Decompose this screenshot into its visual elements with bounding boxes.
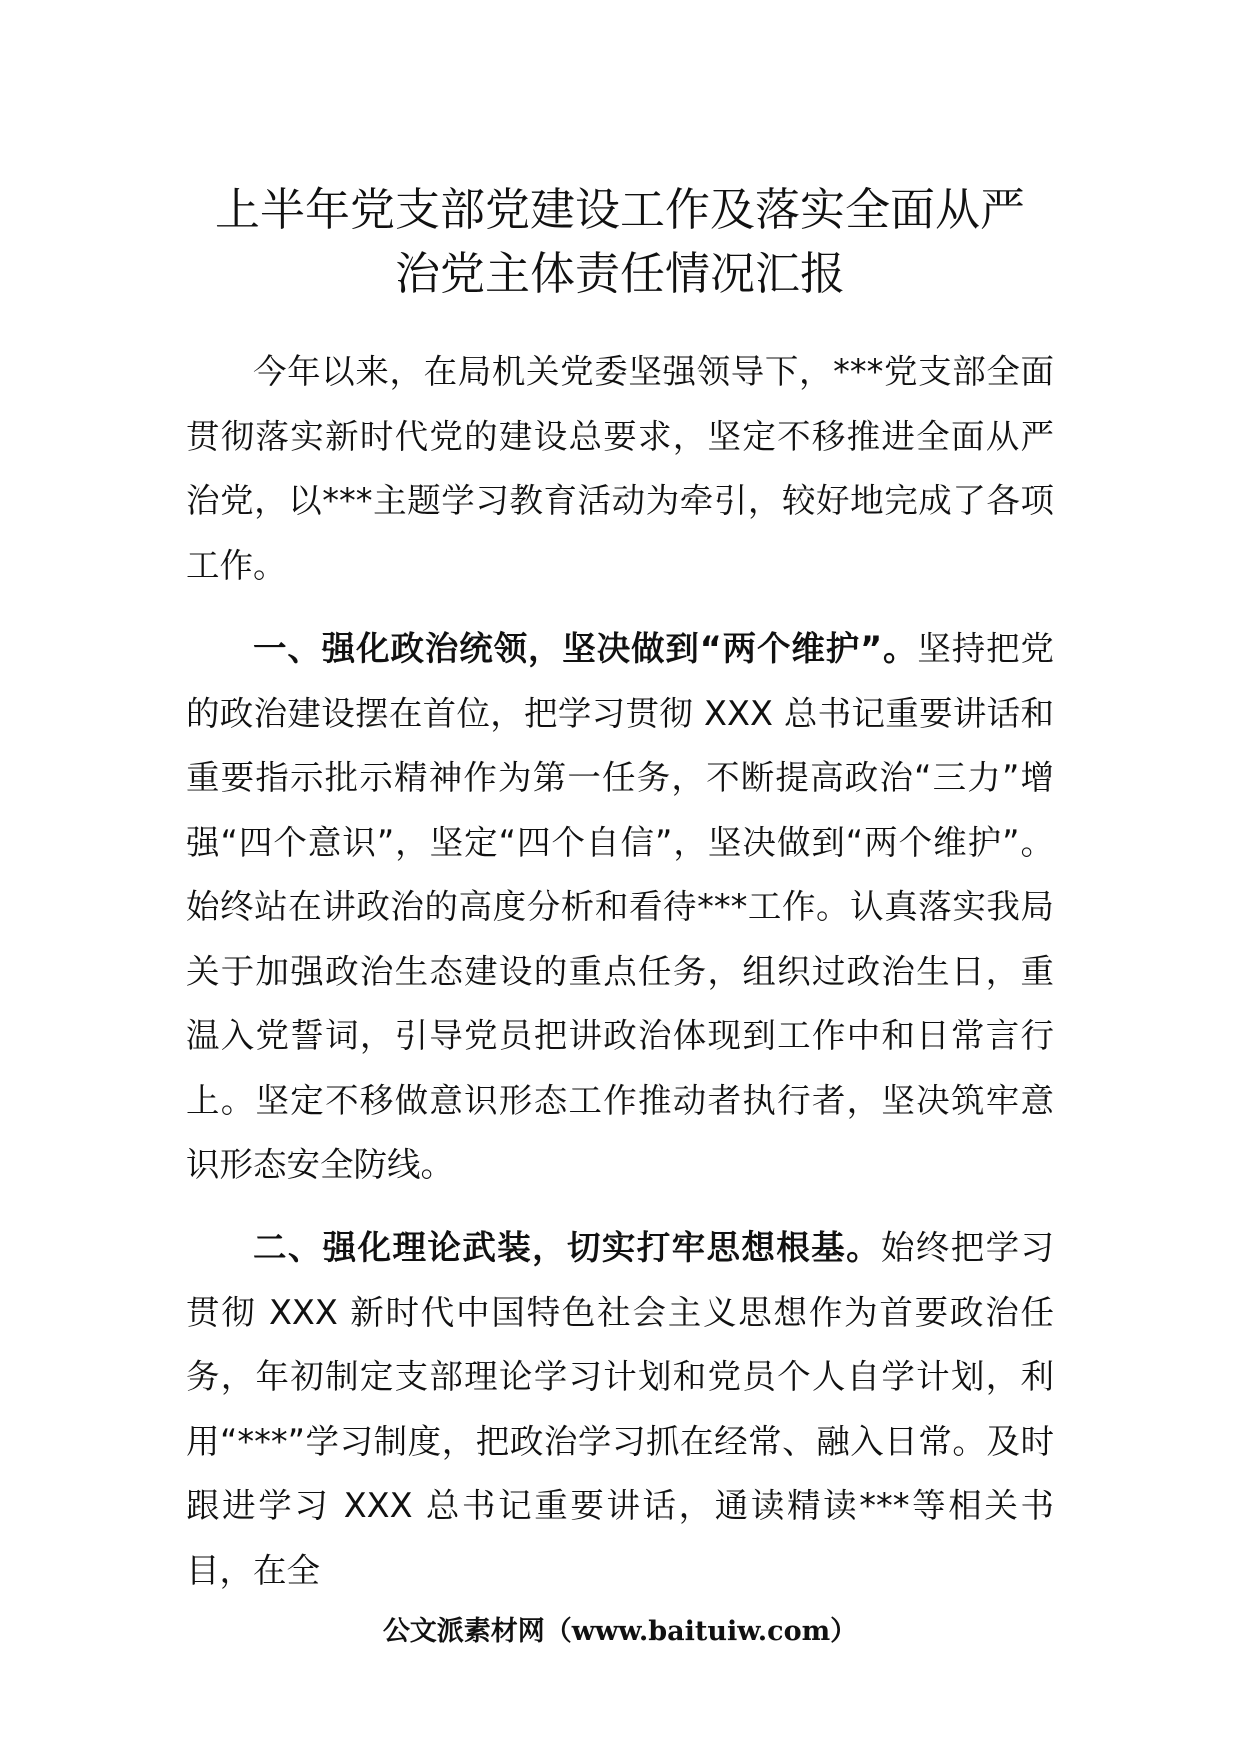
section-1-text: 坚持把党的政治建设摆在首位，把学习贯彻 XXX 总书记重要讲话和重要指示批示精神作为第一任务，不断提高政治“三力”增强“四个意识”，坚定“四个自信”，坚决做到“两个维护”。始终站在讲政治的高度分析和看待***工作。认真落实我局关于加强政治生态建设的重点任务，组织过政治生日，重温入党誓词，引导党员把讲政治体现到工作中和日常言行上。坚定不移做意识形态工作推动者执行者，坚决筑牢意识形态安全防线。 bbox=[186, 629, 1054, 1184]
document-title bbox=[150, 178, 1090, 306]
section-2-heading: 二、强化理论武装，切实打牢思想根基。 bbox=[253, 1228, 881, 1267]
title-line-1: 上半年党支部党建设工作及落实全面从严 bbox=[214, 183, 1025, 236]
section-2-paragraph bbox=[186, 1216, 1054, 1603]
intro-paragraph: 今年以来，在局机关党委坚强领导下，***党支部全面贯彻落实新时代党的建设总要求，坚定不移推进全面从严治党，以***主题学习教育活动为牵引，较好地完成了各项工作。 bbox=[186, 352, 1054, 585]
title-line-2: 治党主体责任情况汇报 bbox=[394, 247, 845, 300]
footer-watermark: 公文派素材网（www.baituiw.com） bbox=[382, 1616, 858, 1647]
section-2-text: 始终把学习贯彻 XXX 新时代中国特色社会主义思想作为首要政治任务，年初制定支部理论学习计划和党员个人自学计划，利用“***”学习制度，把政治学习抓在经常、融入日常。及时跟进学习 XXX 总书记重要讲话，通读精读***等相关书目，在全 bbox=[186, 1228, 1055, 1590]
section-1-heading: 一、强化政治统领，坚决做到“两个维护”。 bbox=[253, 629, 918, 668]
section-1-paragraph bbox=[186, 617, 1054, 1198]
